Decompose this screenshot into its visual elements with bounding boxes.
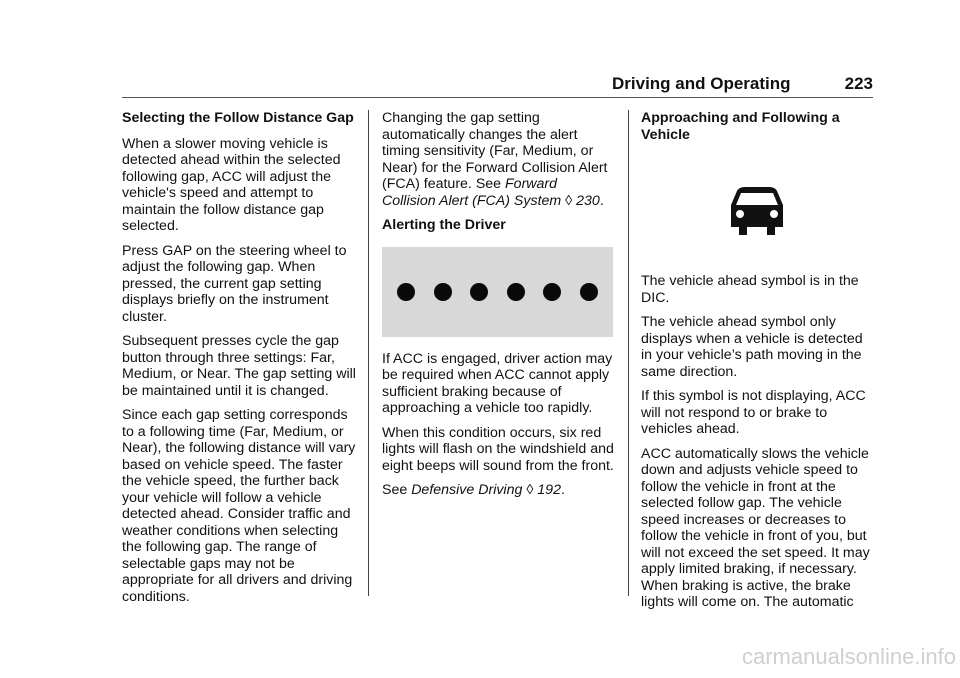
paragraph: ACC automatically slows the vehicle down and adjusts vehicle speed to follow the vehicle in front at the selected follow gap. The vehicle speed increases or decreases to follow the vehicle in front of you, but will not exceed the set speed. It may apply limited braking, if necessary. When braking is active, the brake lights will come on. The automatic [641,445,870,610]
cross-reference-defensive-driving[interactable]: Defensive Driving [411,482,523,498]
paragraph: When this condition occurs, six red lights will flash on the windshield and eight beeps will sound from the front. [382,424,614,474]
paragraph: Press GAP on the steering wheel to adjust the following gap. When pressed, the current gap setting displays briefly on the instrument cluster. [122,242,347,325]
page-header [122,72,873,98]
column-right [641,110,877,619]
column-divider [368,110,369,596]
column-left [122,110,360,613]
alert-light-icon [470,283,488,301]
watermark: carmanualsonline.info [741,644,956,669]
section-title: Driving and Operating [612,74,791,93]
paragraph [382,482,614,499]
cross-reference-fca[interactable]: Forward Collision Alert (FCA) System [382,176,562,209]
alert-lights-illustration [382,247,613,337]
page-ref-192[interactable]: 192 [537,482,561,498]
column-divider [628,110,629,596]
paragraph-text: Changing the gap setting automatically changes the alert timing sensitivity (Far, Medium, or Near) for the Forward Collision Alert (FCA) feature. See [382,110,608,192]
paragraph [382,110,614,209]
period: . [599,192,604,209]
paragraph: If ACC is engaged, driver action may be required when ACC cannot apply sufficient braking because of approaching a vehicle too rapidly. [382,350,613,416]
vehicle-ahead-icon [727,187,787,237]
page-number: 223 [844,74,873,93]
subheading-approaching-vehicle: Approaching and Following a Vehicle [641,110,840,143]
alert-light-icon [434,283,452,301]
paragraph: If this symbol is not displaying, ACC will not respond to or brake to vehicles ahead. [641,388,866,437]
page-ref-arrow: ◊ [526,482,534,498]
paragraph: The vehicle ahead symbol is in the DIC. [641,273,859,306]
period: . [560,482,565,498]
alert-light-icon [543,283,561,301]
page-ref-230[interactable]: 230 [576,192,600,209]
vehicle-ahead-illustration [641,143,877,273]
subheading-follow-gap: Selecting the Follow Distance Gap [122,110,354,126]
paragraph: When a slower moving vehicle is detected ahead within the selected following gap, ACC will adjust the vehicle's speed and attempt to maintain the follow distance gap selected. [122,135,341,234]
alert-light-icon [397,283,415,301]
subheading-alerting-driver: Alerting the Driver [382,217,506,233]
alert-light-icon [580,283,598,301]
paragraph: Subsequent presses cycle the gap button through three settings: Far, Medium, or Near. The gap setting will be maintained until it is changed. [122,333,356,399]
page-ref-arrow: ◊ [565,192,573,209]
paragraph: Since each gap setting corresponds to a following time (Far, Medium, or Near), the following distance will vary based on vehicle speed. The faster the vehicle speed, the further back your vehicle will follow a vehicle detected ahead. Consider traffic and weather conditions when selecting the following gap. The range of selectable gaps may not be appropriate for all drivers and driving conditions. [122,407,356,605]
column-middle [382,110,614,507]
paragraph: The vehicle ahead symbol only displays when a vehicle is detected in your vehicle’s path moving in the same direction. [641,314,863,380]
alert-light-icon [507,283,525,301]
paragraph-text: See [382,482,412,498]
